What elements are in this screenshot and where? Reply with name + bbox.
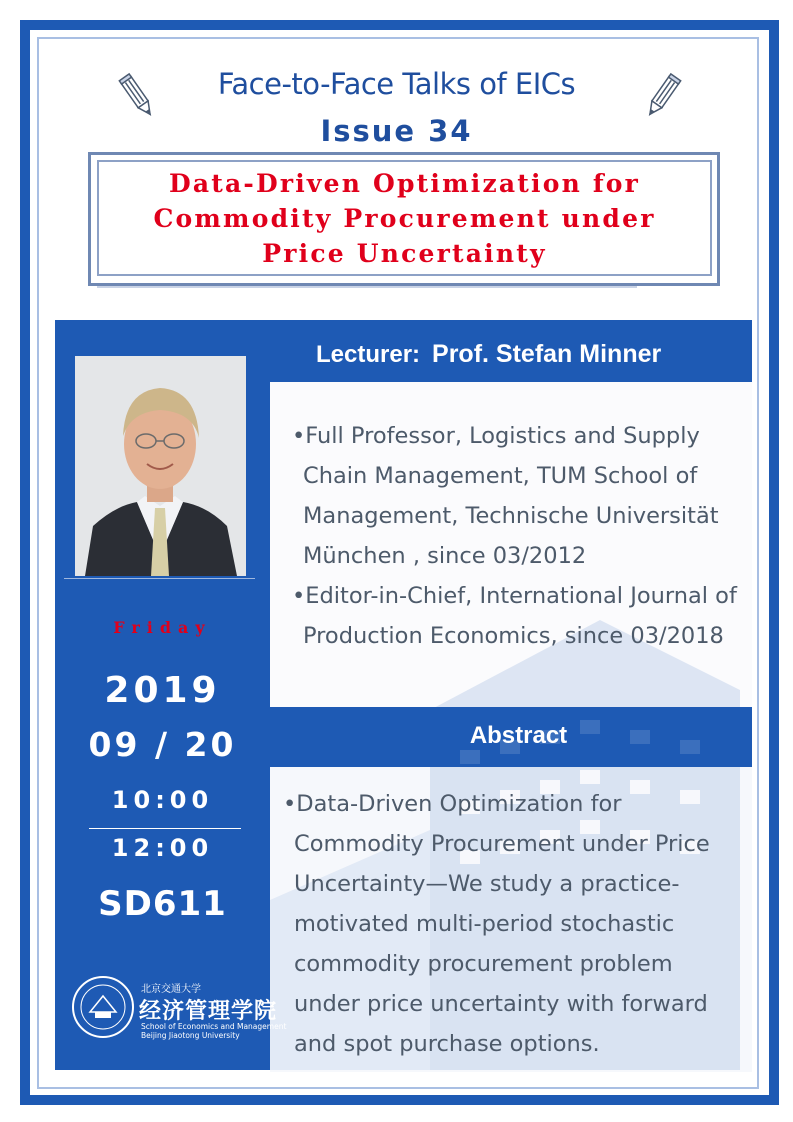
bio-item: •Full Professor, Logistics and Supply Chain Management, TUM School of Management, Technische Universität München , since 03/2012 <box>292 423 719 569</box>
school-name-en-line: Beijing Jiaotong University <box>141 1031 240 1040</box>
event-end-time: 12:00 <box>111 834 214 862</box>
bio-item: •Editor-in-Chief, International Journal of Production Economics, since 03/2018 <box>292 583 737 649</box>
abstract-body: •Data-Driven Optimization for Commodity Procurement under Price Uncertainty—We study a practice-motivated multi-period stochastic commodity procurement problem under price uncertainty with forward and spot purchase options. <box>283 791 710 1057</box>
event-year: 2019 <box>104 670 221 711</box>
event-start-time: 10:00 <box>111 786 214 814</box>
lecturer-name: Prof. Stefan Minner <box>432 340 662 368</box>
issue-number: Issue 34 <box>320 114 473 148</box>
lecturer-photo <box>75 356 246 576</box>
school-name-en <box>141 1022 286 1040</box>
lecturer-label: Lecturer: <box>316 341 421 368</box>
event-date: 09 / 20 <box>88 725 237 764</box>
time-divider <box>89 828 241 829</box>
talk-title-line: Price Uncertainty <box>262 239 547 268</box>
title-frame-shadow <box>97 286 637 288</box>
talk-title-line: Data-Driven Optimization for <box>168 169 641 198</box>
school-name-en-line: School of Economics and Management <box>141 1022 287 1031</box>
talk-title <box>100 166 709 271</box>
university-name-cn: 北京交通大学 <box>141 984 201 995</box>
lecturer-heading <box>316 340 661 369</box>
event-room: SD611 <box>98 884 227 924</box>
event-weekday: Friday <box>113 618 212 637</box>
talk-title-line: Commodity Procurement under <box>153 204 656 233</box>
lecturer-bio <box>292 416 737 656</box>
abstract-heading: Abstract <box>469 722 568 749</box>
series-title: Face-to-Face Talks of EICs <box>217 67 576 101</box>
photo-divider <box>64 578 255 579</box>
school-name-cn: 经济管理学院 <box>139 998 278 1024</box>
